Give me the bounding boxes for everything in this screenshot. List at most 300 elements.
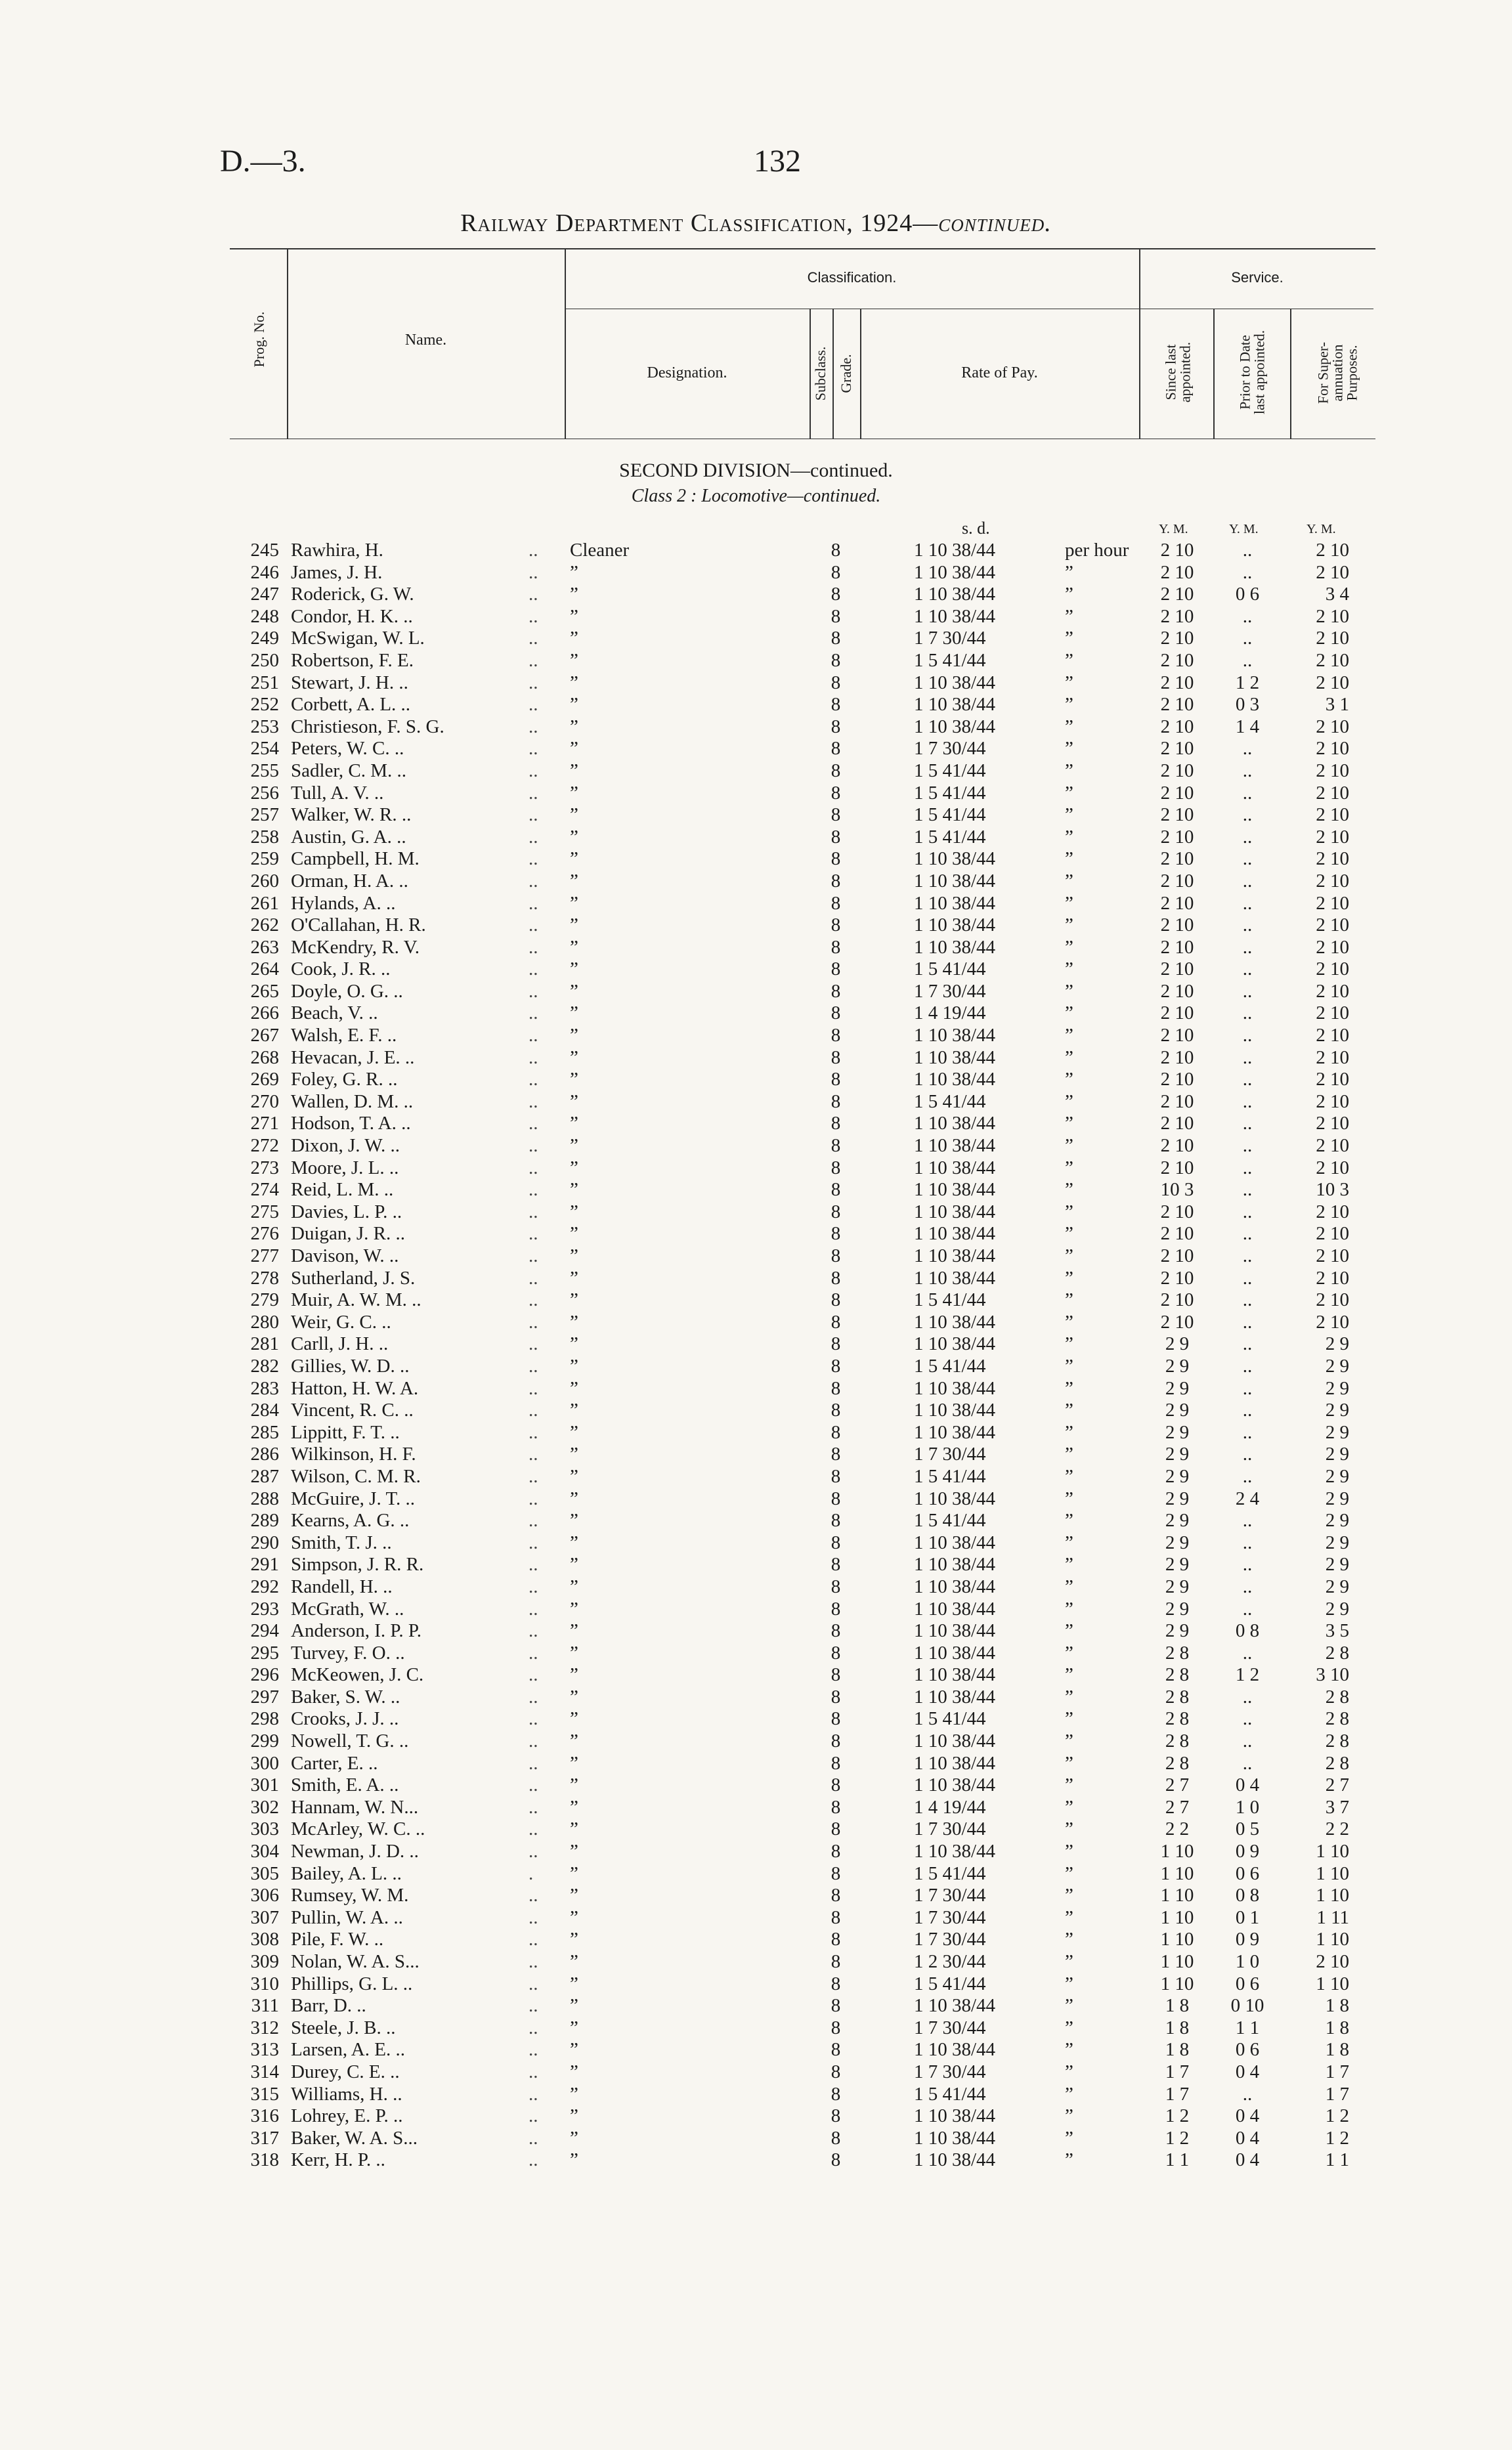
service-prior: .. xyxy=(1242,1730,1253,1752)
leader-dots: .. xyxy=(529,1025,538,1046)
service-prior: 0 6 xyxy=(1235,584,1260,605)
pay-period: ” xyxy=(1065,958,1073,980)
subclass: 8 xyxy=(831,2149,841,2171)
leader-dots: .. xyxy=(529,1421,538,1443)
service-superannuation: 2 10 xyxy=(1316,1025,1349,1046)
leader-dots: .. xyxy=(529,561,538,583)
service-since-last: 2 9 xyxy=(1165,1465,1190,1487)
employee-name: Turvey, F. O. .. xyxy=(291,1642,405,1664)
service-since-last: 2 7 xyxy=(1165,1774,1190,1796)
pay-period: ” xyxy=(1065,1355,1073,1377)
service-since-last: 2 10 xyxy=(1160,694,1194,716)
leader-dots: .. xyxy=(529,1620,538,1642)
service-since-last: 2 10 xyxy=(1160,980,1194,1002)
table-row xyxy=(0,1620,1512,1643)
designation: ” xyxy=(570,1554,578,1576)
subclass: 8 xyxy=(831,2083,841,2105)
service-since-last: 2 10 xyxy=(1160,561,1194,583)
pay-period: ” xyxy=(1065,738,1073,760)
table-row xyxy=(0,562,1512,584)
pay-period: ” xyxy=(1065,1973,1073,1994)
service-superannuation: 1 8 xyxy=(1325,1995,1349,2017)
rate-unit: s. d. xyxy=(962,519,990,538)
rate-of-pay: 1 10 38/44 xyxy=(914,1025,996,1046)
rate-of-pay: 1 10 38/44 xyxy=(914,1267,996,1289)
table-row xyxy=(0,1532,1512,1555)
service-since-last: 2 10 xyxy=(1160,1113,1194,1134)
service-prior: 0 1 xyxy=(1235,1906,1260,1928)
leader-dots: .. xyxy=(529,1951,538,1972)
prog-number: 312 xyxy=(250,2017,279,2038)
subclass: 8 xyxy=(831,1752,841,1774)
service-since-last: 2 10 xyxy=(1160,649,1194,671)
table-row xyxy=(0,1002,1512,1025)
pay-period: ” xyxy=(1065,1157,1073,1178)
service-since-last: 2 10 xyxy=(1160,605,1194,627)
leader-dots: .. xyxy=(529,1554,538,1576)
service-superannuation: 2 10 xyxy=(1316,782,1349,804)
pay-period: ” xyxy=(1065,1620,1073,1642)
service-since-last: 2 10 xyxy=(1160,804,1194,826)
service-since-last: 2 10 xyxy=(1160,1069,1194,1090)
prog-number: 276 xyxy=(250,1223,279,1245)
designation: ” xyxy=(570,1333,578,1355)
employee-name: Roderick, G. W. xyxy=(291,584,414,605)
designation: ” xyxy=(570,1002,578,1024)
service-since-last: 2 10 xyxy=(1160,958,1194,980)
subclass: 8 xyxy=(831,1157,841,1178)
prog-number: 274 xyxy=(250,1179,279,1201)
designation: ” xyxy=(570,1664,578,1686)
leader-dots: .. xyxy=(529,848,538,870)
subclass: 8 xyxy=(831,870,841,892)
pay-period: ” xyxy=(1065,1995,1073,2017)
pay-period: ” xyxy=(1065,804,1073,826)
rate-of-pay: 1 7 30/44 xyxy=(914,980,986,1002)
service-since-last: 2 9 xyxy=(1165,1576,1190,1597)
leader-dots: .. xyxy=(529,1818,538,1840)
rate-of-pay: 1 10 38/44 xyxy=(914,1752,996,1774)
service-since-last: 2 2 xyxy=(1165,1818,1190,1840)
leader-dots: .. xyxy=(529,694,538,716)
service-prior: 0 4 xyxy=(1235,2105,1260,2127)
rate-of-pay: 1 10 38/44 xyxy=(914,870,996,892)
service-since-last: 2 10 xyxy=(1160,1267,1194,1289)
prog-number: 255 xyxy=(250,760,279,781)
service-since-last: 2 10 xyxy=(1160,760,1194,781)
subclass: 8 xyxy=(831,1576,841,1597)
service-prior: .. xyxy=(1242,1267,1253,1289)
rate-of-pay: 1 7 30/44 xyxy=(914,1906,986,1928)
prog-number: 302 xyxy=(250,1796,279,1818)
prog-number: 294 xyxy=(250,1620,279,1642)
pay-period: ” xyxy=(1065,914,1073,936)
prog-number: 286 xyxy=(250,1444,279,1465)
employee-name: Anderson, I. P. P. xyxy=(291,1620,421,1642)
table-row xyxy=(0,1091,1512,1113)
designation: ” xyxy=(570,1951,578,1972)
grade-header: Grade. xyxy=(838,354,854,393)
service-superannuation: 2 10 xyxy=(1316,804,1349,826)
prog-number: 305 xyxy=(250,1862,279,1884)
table-row xyxy=(0,783,1512,805)
rate-of-pay: 1 10 38/44 xyxy=(914,1686,996,1708)
leader-dots: .. xyxy=(529,738,538,760)
service-prior: .. xyxy=(1242,628,1253,649)
designation: ” xyxy=(570,1906,578,1928)
rate-of-pay: 1 10 38/44 xyxy=(914,1245,996,1266)
prog-number: 318 xyxy=(250,2149,279,2171)
subclass: 8 xyxy=(831,782,841,804)
subclass: 8 xyxy=(831,1002,841,1024)
employee-name: Austin, G. A. .. xyxy=(291,826,406,848)
prog-number: 289 xyxy=(250,1510,279,1532)
service-prior: .. xyxy=(1242,804,1253,826)
table-row xyxy=(0,1113,1512,1135)
leader-dots: .. xyxy=(529,1598,538,1620)
table-row xyxy=(0,2061,1512,2084)
pay-period: ” xyxy=(1065,782,1073,804)
service-superannuation: 2 10 xyxy=(1316,561,1349,583)
table-row xyxy=(0,606,1512,628)
leader-dots: .. xyxy=(529,1532,538,1553)
service-prior: 0 4 xyxy=(1235,2127,1260,2149)
rate-of-pay: 1 10 38/44 xyxy=(914,1995,996,2017)
pay-period: ” xyxy=(1065,2105,1073,2127)
service-since-last: 2 10 xyxy=(1160,628,1194,649)
prog-number: 280 xyxy=(250,1311,279,1333)
service-since-last: 1 10 xyxy=(1160,1862,1194,1884)
table-row xyxy=(0,1025,1512,1047)
prog-number: 309 xyxy=(250,1951,279,1972)
subclass: 8 xyxy=(831,1465,841,1487)
prog-number: 260 xyxy=(250,870,279,892)
service-superannuation: 2 10 xyxy=(1316,1267,1349,1289)
designation: ” xyxy=(570,826,578,848)
subclass: 8 xyxy=(831,936,841,958)
service-prior: 1 4 xyxy=(1235,716,1260,737)
table-row xyxy=(0,827,1512,849)
prog-number: 257 xyxy=(250,804,279,826)
service-since-last: 2 10 xyxy=(1160,1289,1194,1311)
subclass: 8 xyxy=(831,1179,841,1201)
rate-of-pay: 1 7 30/44 xyxy=(914,1444,986,1465)
prog-number: 261 xyxy=(250,892,279,914)
subclass: 8 xyxy=(831,584,841,605)
leader-dots: .. xyxy=(529,1090,538,1112)
leader-dots: .. xyxy=(529,1774,538,1796)
table-row xyxy=(0,1818,1512,1841)
table-row xyxy=(0,1841,1512,1863)
prog-number: 282 xyxy=(250,1355,279,1377)
service-prior: 1 2 xyxy=(1235,1664,1260,1686)
designation: ” xyxy=(570,1135,578,1157)
leader-dots: .. xyxy=(529,1157,538,1178)
divider xyxy=(1290,309,1291,439)
service-prior: .. xyxy=(1242,1465,1253,1487)
leader-dots: .. xyxy=(529,958,538,980)
service-prior: .. xyxy=(1242,760,1253,781)
service-since-last: 2 10 xyxy=(1160,716,1194,737)
rate-of-pay: 1 5 41/44 xyxy=(914,2083,986,2105)
prog-number: 245 xyxy=(250,540,279,561)
rate-of-pay: 1 10 38/44 xyxy=(914,561,996,583)
employee-name: Corbett, A. L. .. xyxy=(291,694,411,716)
service-prior: 0 6 xyxy=(1235,2039,1260,2061)
table-row xyxy=(0,584,1512,606)
prog-number: 307 xyxy=(250,1906,279,1928)
designation: ” xyxy=(570,2017,578,2038)
designation: ” xyxy=(570,694,578,716)
service-superannuation: 2 8 xyxy=(1325,1730,1349,1752)
prog-number: 293 xyxy=(250,1598,279,1620)
pay-period: ” xyxy=(1065,605,1073,627)
table-row xyxy=(0,1708,1512,1730)
pay-period: ” xyxy=(1065,1708,1073,1730)
service-prior: .. xyxy=(1242,738,1253,760)
pay-period: ” xyxy=(1065,1752,1073,1774)
prog-number: 288 xyxy=(250,1488,279,1509)
pay-period: ” xyxy=(1065,1069,1073,1090)
designation: ” xyxy=(570,782,578,804)
employee-name: Duigan, J. R. .. xyxy=(291,1223,405,1245)
service-superannuation: 2 10 xyxy=(1316,540,1349,561)
service-superannuation: 1 2 xyxy=(1325,2105,1349,2127)
service-superannuation: 2 9 xyxy=(1325,1444,1349,1465)
service-superannuation: 3 1 xyxy=(1325,694,1349,716)
service-since-last: 2 10 xyxy=(1160,848,1194,870)
service-since-last: 2 7 xyxy=(1165,1796,1190,1818)
section-subtitle: Class 2 : Locomotive—continued. xyxy=(631,486,881,506)
designation: ” xyxy=(570,1245,578,1266)
employee-name: Wilkinson, H. F. xyxy=(291,1444,416,1465)
subclass: 8 xyxy=(831,980,841,1002)
designation: Cleaner xyxy=(570,540,630,561)
pay-period: ” xyxy=(1065,561,1073,583)
service-superannuation: 1 11 xyxy=(1316,1906,1349,1928)
prog-number: 277 xyxy=(250,1245,279,1266)
leader-dots: .. xyxy=(529,1223,538,1245)
rate-of-pay: 1 10 38/44 xyxy=(914,1421,996,1443)
prog-number: 254 xyxy=(250,738,279,760)
prog-number: 270 xyxy=(250,1090,279,1112)
rate-of-pay: 1 5 41/44 xyxy=(914,782,986,804)
divider xyxy=(832,309,834,439)
table-row xyxy=(0,1643,1512,1665)
subclass: 8 xyxy=(831,649,841,671)
pay-period: ” xyxy=(1065,1554,1073,1576)
rate-of-pay: 1 10 38/44 xyxy=(914,2039,996,2061)
service-superannuation: 2 9 xyxy=(1325,1377,1349,1399)
service-superannuation: 2 10 xyxy=(1316,958,1349,980)
employee-name: Simpson, J. R. R. xyxy=(291,1554,424,1576)
designation: ” xyxy=(570,561,578,583)
subclass: 8 xyxy=(831,2061,841,2082)
subclass: 8 xyxy=(831,1201,841,1222)
rate-of-pay: 1 10 38/44 xyxy=(914,914,996,936)
service-prior: .. xyxy=(1242,1157,1253,1178)
pay-period: ” xyxy=(1065,1818,1073,1840)
subclass: 8 xyxy=(831,804,841,826)
prior-to-date-header: Prior to Date last appointed. xyxy=(1236,330,1268,415)
prog-number: 316 xyxy=(250,2105,279,2127)
subclass: 8 xyxy=(831,1796,841,1818)
service-superannuation: 1 10 xyxy=(1316,1973,1349,1994)
section-title: SECOND DIVISION—continued. xyxy=(619,460,893,481)
employee-name: Hodson, T. A. .. xyxy=(291,1113,411,1134)
designation: ” xyxy=(570,1355,578,1377)
service-prior: 0 4 xyxy=(1235,2061,1260,2082)
pay-period: ” xyxy=(1065,936,1073,958)
employee-name: Kearns, A. G. .. xyxy=(291,1510,410,1532)
employee-name: Smith, T. J. .. xyxy=(291,1532,392,1553)
employee-name: Sadler, C. M. .. xyxy=(291,760,407,781)
service-superannuation: 2 10 xyxy=(1316,738,1349,760)
subclass: 8 xyxy=(831,1598,841,1620)
designation: ” xyxy=(570,1069,578,1090)
pay-period: ” xyxy=(1065,672,1073,693)
rate-of-pay: 1 10 38/44 xyxy=(914,672,996,693)
table-row xyxy=(0,2105,1512,2128)
subclass: 8 xyxy=(831,1113,841,1134)
leader-dots: .. xyxy=(529,2149,538,2171)
pay-period: ” xyxy=(1065,1267,1073,1289)
table-row xyxy=(0,848,1512,870)
employee-name: Stewart, J. H. .. xyxy=(291,672,408,693)
employee-name: Baker, W. A. S... xyxy=(291,2127,418,2149)
designation: ” xyxy=(570,1532,578,1553)
pay-period: ” xyxy=(1065,1510,1073,1532)
designation: ” xyxy=(570,1620,578,1642)
employee-name: Rumsey, W. M. xyxy=(291,1885,409,1906)
employee-name: Newman, J. D. .. xyxy=(291,1841,419,1862)
rate-of-pay: 1 10 38/44 xyxy=(914,694,996,716)
employee-name: McKendry, R. V. xyxy=(291,936,420,958)
designation: ” xyxy=(570,1400,578,1421)
pay-period: ” xyxy=(1065,1465,1073,1487)
leader-dots: .. xyxy=(529,1179,538,1201)
designation: ” xyxy=(570,1995,578,2017)
employee-name: Nowell, T. G. .. xyxy=(291,1730,409,1752)
service-since-last: 2 10 xyxy=(1160,1002,1194,1024)
service-superannuation: 2 8 xyxy=(1325,1642,1349,1664)
subclass: 8 xyxy=(831,1708,841,1730)
employee-name: Hevacan, J. E. .. xyxy=(291,1046,415,1068)
rate-of-pay: 1 7 30/44 xyxy=(914,1929,986,1950)
table-row xyxy=(0,1973,1512,1996)
pay-period: ” xyxy=(1065,1002,1073,1024)
rate-of-pay: 1 10 38/44 xyxy=(914,1400,996,1421)
employee-name: Orman, H. A. .. xyxy=(291,870,408,892)
service-since-last: 2 9 xyxy=(1165,1421,1190,1443)
service-prior: .. xyxy=(1242,958,1253,980)
pay-period: ” xyxy=(1065,1862,1073,1884)
pay-period: ” xyxy=(1065,760,1073,781)
prog-number: 310 xyxy=(250,1973,279,1994)
table-row xyxy=(0,1753,1512,1775)
rate-of-pay: 1 10 38/44 xyxy=(914,716,996,737)
pay-period: ” xyxy=(1065,1223,1073,1245)
designation: ” xyxy=(570,760,578,781)
service-superannuation: 2 9 xyxy=(1325,1465,1349,1487)
service-since-last: 1 8 xyxy=(1165,2039,1190,2061)
designation: ” xyxy=(570,1973,578,1994)
leader-dots: .. xyxy=(529,2039,538,2061)
service-superannuation: 2 9 xyxy=(1325,1532,1349,1553)
employee-name: Crooks, J. J. .. xyxy=(291,1708,399,1730)
service-prior: .. xyxy=(1242,782,1253,804)
service-superannuation: 2 9 xyxy=(1325,1576,1349,1597)
leader-dots: .. xyxy=(529,2127,538,2149)
rate-of-pay: 1 10 38/44 xyxy=(914,1576,996,1597)
rate-of-pay: 1 5 41/44 xyxy=(914,1708,986,1730)
prog-number: 303 xyxy=(250,1818,279,1840)
leader-dots: .. xyxy=(529,892,538,914)
subclass: 8 xyxy=(831,1973,841,1994)
table-row xyxy=(0,1356,1512,1378)
subclass: 8 xyxy=(831,1995,841,2017)
designation: ” xyxy=(570,1598,578,1620)
service-prior: .. xyxy=(1242,1532,1253,1553)
table-row xyxy=(0,694,1512,716)
rate-of-pay: 1 7 30/44 xyxy=(914,738,986,760)
table-row xyxy=(0,1333,1512,1356)
rate-of-pay: 1 10 38/44 xyxy=(914,1532,996,1553)
designation: ” xyxy=(570,2105,578,2127)
since-unit: Y. M. xyxy=(1159,522,1188,536)
employee-name: Dixon, J. W. .. xyxy=(291,1135,400,1157)
service-superannuation: 2 10 xyxy=(1316,1245,1349,1266)
table-row xyxy=(0,2084,1512,2106)
table-row xyxy=(0,1378,1512,1400)
service-prior: .. xyxy=(1242,1444,1253,1465)
service-since-last: 2 10 xyxy=(1160,1311,1194,1333)
prog-number: 296 xyxy=(250,1664,279,1686)
service-superannuation: 2 9 xyxy=(1325,1333,1349,1355)
leader-dots: .. xyxy=(529,1752,538,1774)
subclass: 8 xyxy=(831,1444,841,1465)
rate-of-pay: 1 10 38/44 xyxy=(914,1157,996,1178)
employee-name: Sutherland, J. S. xyxy=(291,1267,416,1289)
table-row xyxy=(0,1422,1512,1444)
table-row xyxy=(0,1576,1512,1599)
employee-name: Gillies, W. D. .. xyxy=(291,1355,410,1377)
service-prior: .. xyxy=(1242,914,1253,936)
prog-number: 272 xyxy=(250,1135,279,1157)
service-prior: .. xyxy=(1242,1201,1253,1222)
service-since-last: 2 10 xyxy=(1160,1245,1194,1266)
service-since-last: 1 10 xyxy=(1160,1973,1194,1994)
service-since-last: 2 8 xyxy=(1165,1730,1190,1752)
prog-number: 256 xyxy=(250,782,279,804)
rate-of-pay: 1 5 41/44 xyxy=(914,1289,986,1311)
employee-name: Robertson, F. E. xyxy=(291,649,414,671)
service-since-last: 1 10 xyxy=(1160,1841,1194,1862)
designation: ” xyxy=(570,1377,578,1399)
service-since-last: 2 10 xyxy=(1160,738,1194,760)
pay-period: ” xyxy=(1065,1179,1073,1201)
pay-period: ” xyxy=(1065,1488,1073,1509)
prog-number: 271 xyxy=(250,1113,279,1134)
leader-dots: .. xyxy=(529,1973,538,1994)
prog-number: 299 xyxy=(250,1730,279,1752)
since-last-header: Since last appointed. xyxy=(1162,341,1194,403)
rate-of-pay: 1 7 30/44 xyxy=(914,2061,986,2082)
employee-name: Nolan, W. A. S... xyxy=(291,1951,420,1972)
prog-number: 315 xyxy=(250,2083,279,2105)
service-prior: .. xyxy=(1242,1289,1253,1311)
header-top-rule xyxy=(230,248,1375,249)
